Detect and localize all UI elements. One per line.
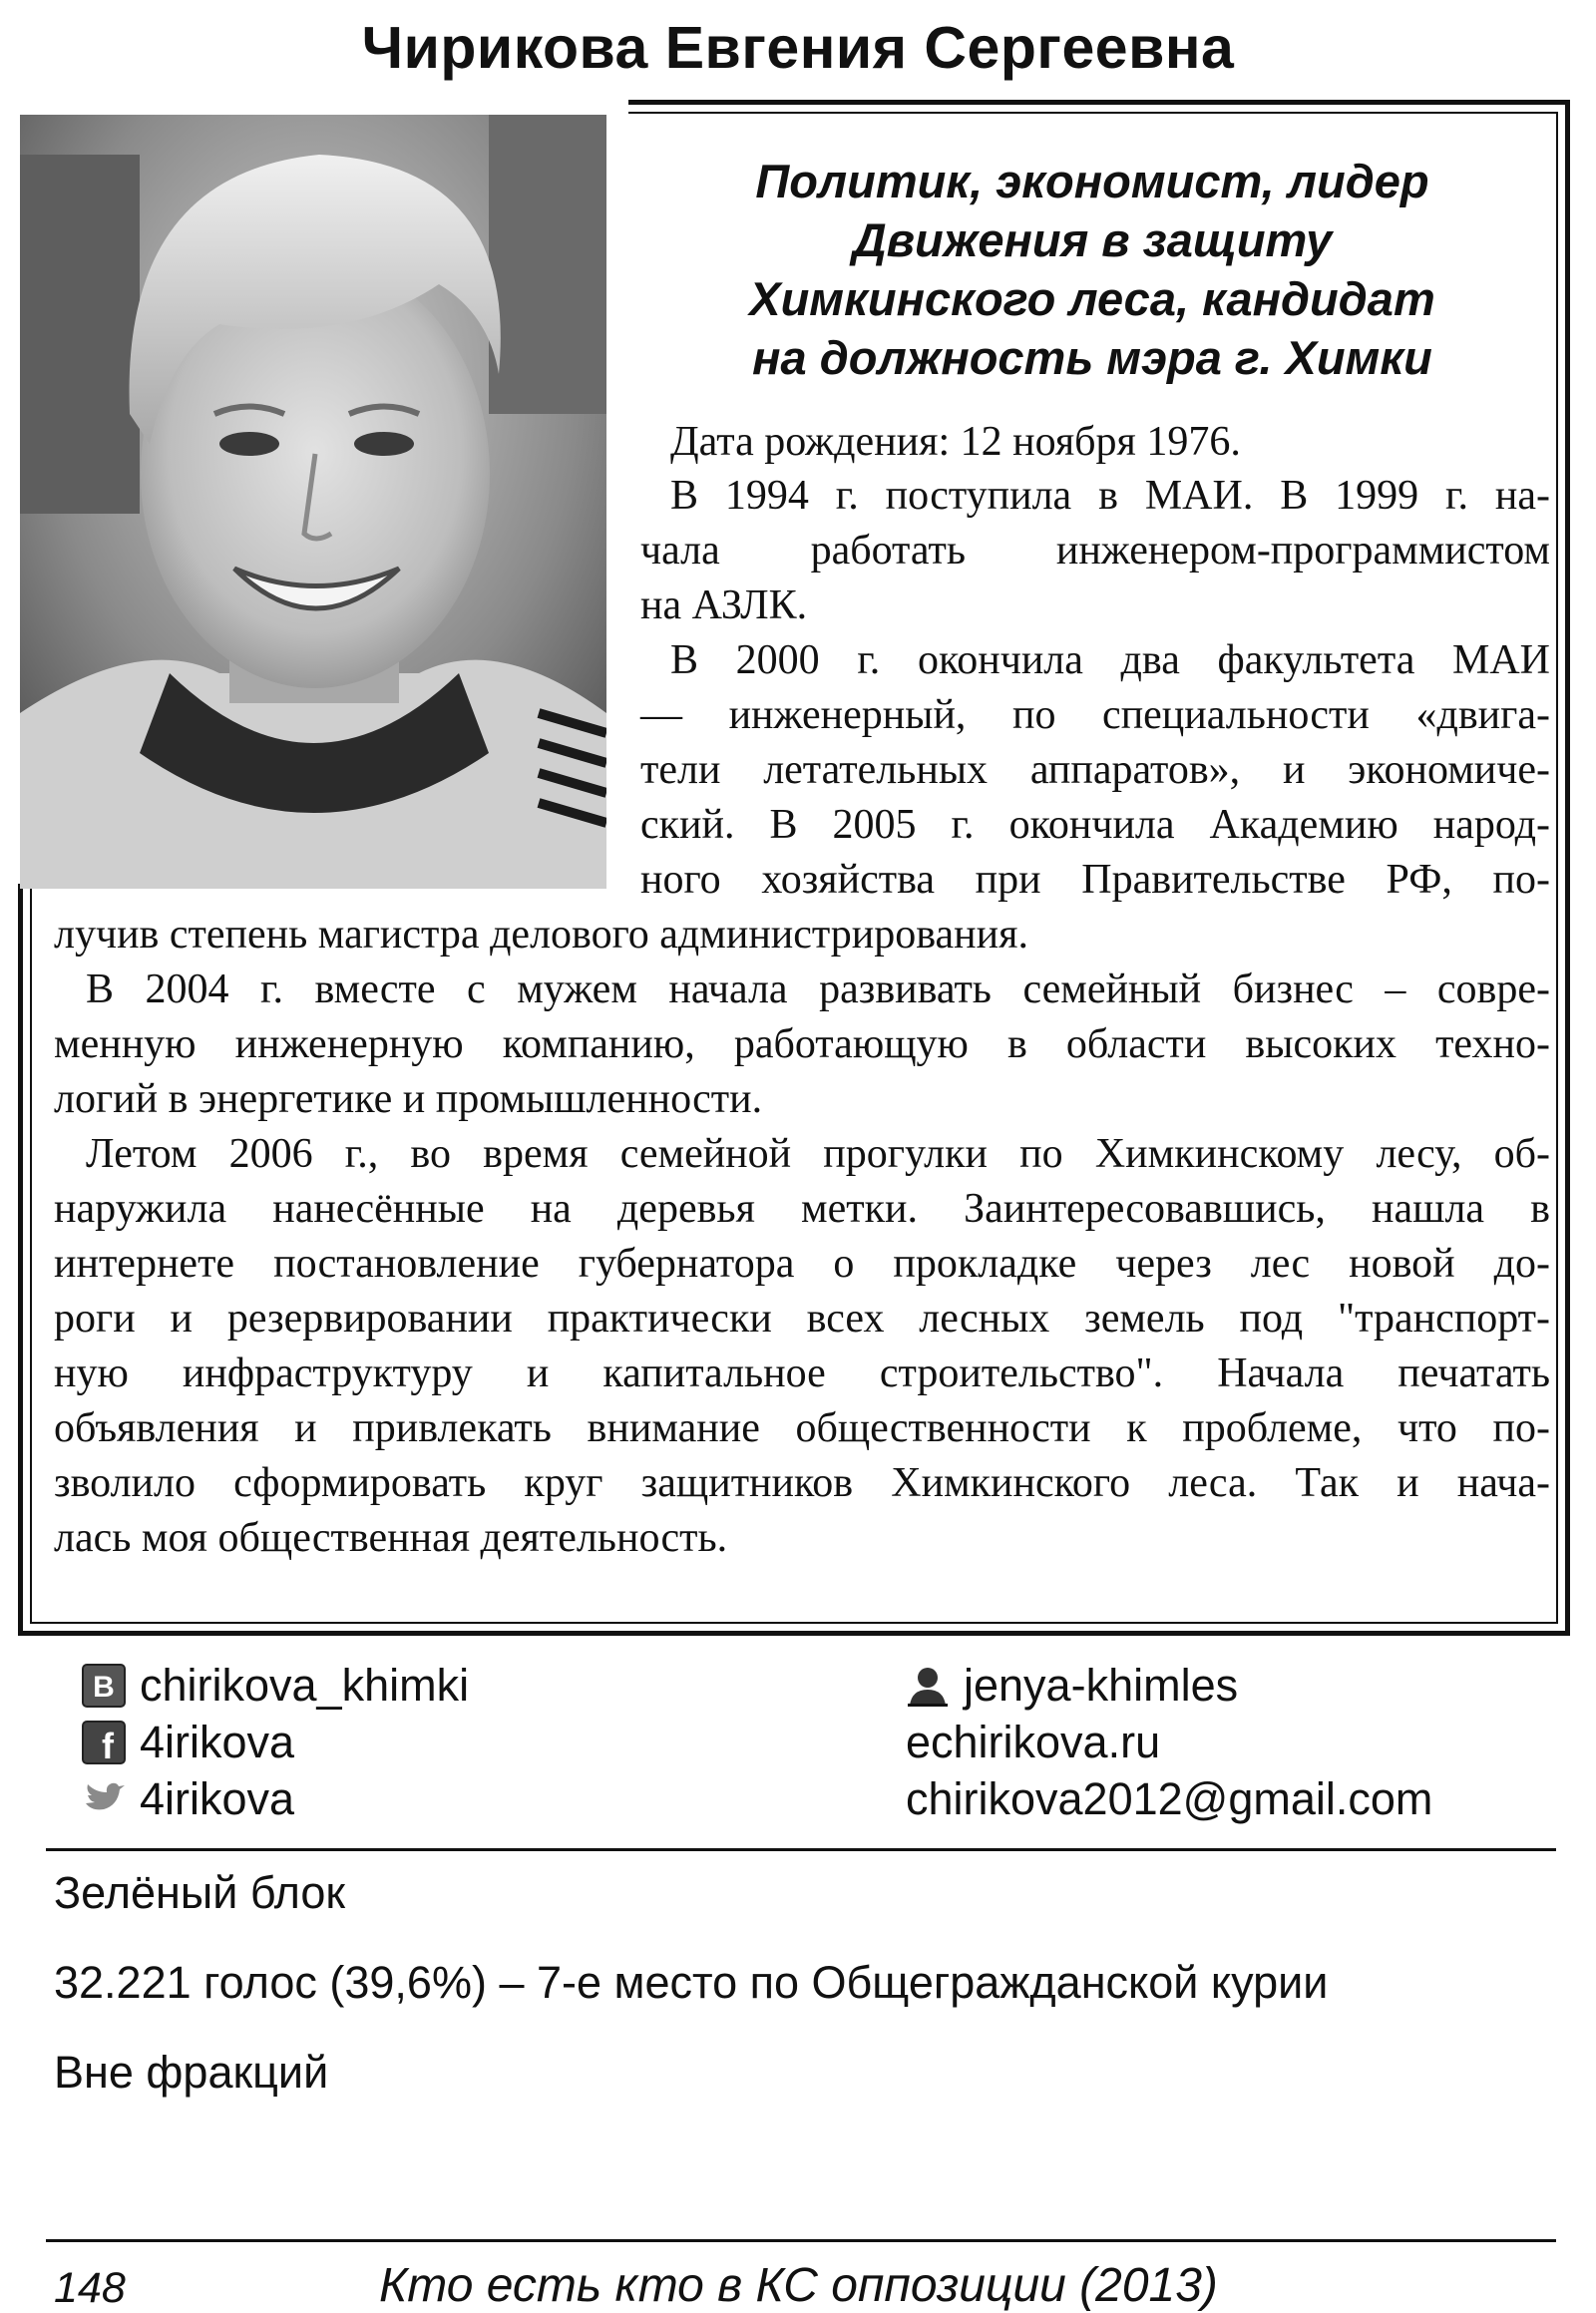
bio-line: роги и резервировании практически всех лесных земель под "транспорт- xyxy=(54,1296,1550,1342)
facebook-contact[interactable] xyxy=(82,1715,294,1770)
website-link[interactable]: echirikova.ru xyxy=(906,1717,1161,1767)
bio-line: на АЗЛК. xyxy=(640,582,808,628)
vk-contact[interactable] xyxy=(82,1658,469,1714)
bio-line: ного хозяйства при Правительстве РФ, по- xyxy=(640,857,1550,903)
vk-handle: chirikova_khimki xyxy=(140,1660,470,1711)
bio-line: Летом 2006 г., во время семейной прогулки по Химкинскому лесу, об- xyxy=(86,1131,1550,1177)
bio-line: чала работать инженером-программистом xyxy=(640,528,1550,574)
divider xyxy=(46,1848,1556,1851)
vote-result: 32.221 голос (39,6%) – 7-е место по Общегражданской курии xyxy=(54,1957,1329,2008)
bio-line: лучив степень магистра делового администрирования. xyxy=(54,912,1028,958)
portrait-photo xyxy=(20,115,606,889)
livejournal-handle: jenya-khimles xyxy=(964,1660,1239,1711)
bio-line: зволило сформировать круг защитников Химкинского леса. Так и нача- xyxy=(54,1460,1550,1506)
page-title: Чирикова Евгения Сергеевна xyxy=(361,15,1235,81)
bio-line: логий в энергетике и промышленности. xyxy=(54,1076,763,1122)
bio-line: ную инфраструктуру и капитальное строительство". Начала печатать xyxy=(54,1350,1550,1396)
page-number: 148 xyxy=(54,2264,126,2312)
bio-line: Дата рождения: 12 ноября 1976. xyxy=(670,419,1241,465)
bio-line: объявления и привлекать внимание общественности к проблеме, что по- xyxy=(54,1405,1550,1451)
bio-line: менную инженерную компанию, работающую в области высоких техно- xyxy=(54,1021,1550,1067)
subtitle-line: Химкинского леса, кандидат xyxy=(749,272,1435,325)
email-link[interactable]: chirikova2012@gmail.com xyxy=(906,1773,1433,1824)
book-title: Кто есть кто в КС оппозиции (2013) xyxy=(379,2259,1218,2312)
block-name: Зелёный блок xyxy=(54,1867,346,1918)
bio-line: — инженерный, по специальности «двига- xyxy=(640,692,1550,738)
subtitle-line: Движения в защиту xyxy=(852,213,1333,266)
bio-line: В 2004 г. вместе с мужем начала развивать семейный бизнес – совре- xyxy=(86,966,1550,1012)
faction: Вне фракций xyxy=(54,2047,329,2098)
facebook-handle: 4irikova xyxy=(140,1717,295,1767)
footer-divider xyxy=(46,2239,1556,2242)
bio-line: В 2000 г. окончила два факультета МАИ xyxy=(670,637,1550,683)
vk-icon xyxy=(82,1664,126,1708)
twitter-contact[interactable] xyxy=(82,1771,294,1827)
bio-line: В 1994 г. поступила в МАИ. В 1999 г. на- xyxy=(670,473,1550,519)
bio-line: наружила нанесённые на деревья метки. Заинтересовавшись, нашла в xyxy=(54,1186,1550,1232)
facebook-icon xyxy=(82,1721,126,1764)
bio-line: ский. В 2005 г. окончила Академию народ- xyxy=(640,802,1550,848)
bio-line: тели летательных аппаратов», и экономиче- xyxy=(640,747,1550,793)
subtitle-line: Политик, экономист, лидер xyxy=(755,155,1429,207)
subtitle-line: на должность мэра г. Химки xyxy=(752,331,1432,384)
subtitle xyxy=(648,152,1536,387)
twitter-handle: 4irikova xyxy=(140,1773,295,1824)
twitter-bird-icon xyxy=(82,1777,126,1821)
svg-text:В: В xyxy=(93,1671,115,1704)
bio-line: лась моя общественная деятельность. xyxy=(54,1515,728,1561)
svg-text:f: f xyxy=(102,1726,114,1764)
user-icon xyxy=(906,1664,950,1708)
livejournal-contact[interactable] xyxy=(906,1658,1238,1714)
bio-line: интернете постановление губернатора о прокладке через лес новой до- xyxy=(54,1241,1550,1287)
portrait-illustration xyxy=(20,115,606,889)
